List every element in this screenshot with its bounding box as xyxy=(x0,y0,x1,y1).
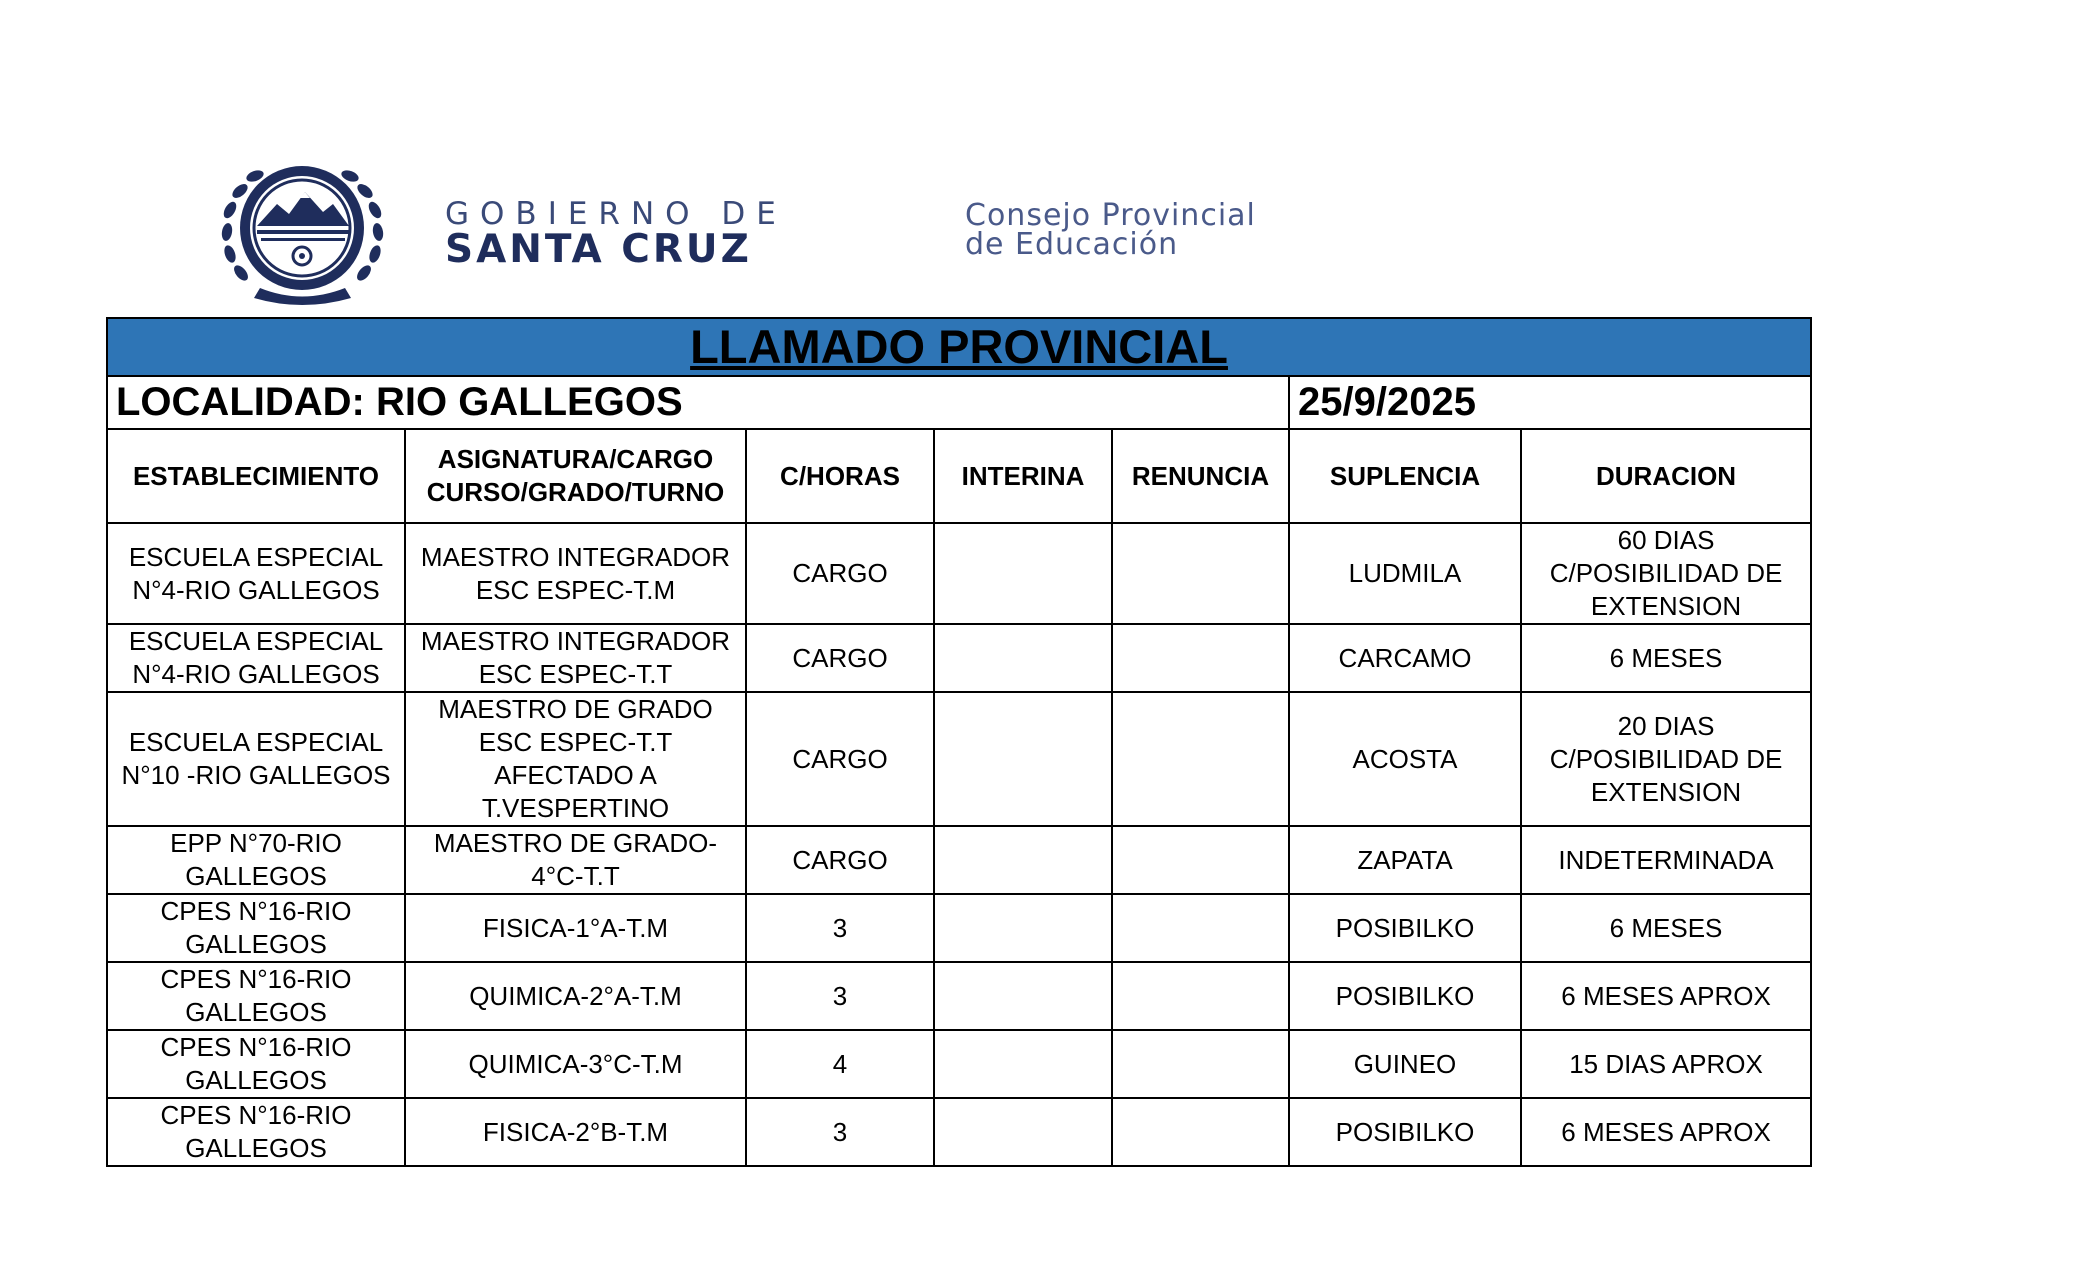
cell-renuncia xyxy=(1112,692,1289,826)
locality-cell: LOCALIDAD: RIO GALLEGOS xyxy=(107,376,1289,429)
cell-asignatura: QUIMICA-3°C-T.M xyxy=(405,1030,746,1098)
council-line-1: Consejo Provincial xyxy=(965,198,1256,233)
cell-duracion: INDETERMINADA xyxy=(1521,826,1811,894)
cell-renuncia xyxy=(1112,1030,1289,1098)
cell-suplencia: POSIBILKO xyxy=(1289,1098,1521,1166)
table-row xyxy=(107,692,1811,826)
table-body xyxy=(107,318,1811,1166)
title-row xyxy=(107,318,1811,376)
cell-suplencia: LUDMILA xyxy=(1289,523,1521,624)
cell-establecimiento: CPES N°16-RIO GALLEGOS xyxy=(107,1098,405,1166)
cell-renuncia xyxy=(1112,962,1289,1030)
cell-suplencia: ZAPATA xyxy=(1289,826,1521,894)
council-logo-text xyxy=(965,198,1256,262)
cell-suplencia: POSIBILKO xyxy=(1289,962,1521,1030)
cell-duracion: 6 MESES xyxy=(1521,894,1811,962)
santa-cruz-seal-icon xyxy=(205,160,400,305)
cell-asignatura: QUIMICA-2°A-T.M xyxy=(405,962,746,1030)
cell-suplencia: ACOSTA xyxy=(1289,692,1521,826)
column-header: SUPLENCIA xyxy=(1289,429,1521,523)
cell-establecimiento: CPES N°16-RIO GALLEGOS xyxy=(107,894,405,962)
header-logo-area xyxy=(205,160,1385,310)
cell-duracion: 6 MESES APROX xyxy=(1521,962,1811,1030)
column-header: DURACION xyxy=(1521,429,1811,523)
table-row xyxy=(107,523,1811,624)
cell-asignatura: MAESTRO DE GRADO-4°C-T.T xyxy=(405,826,746,894)
government-line-1: GOBIERNO DE xyxy=(445,196,787,232)
cell-horas: CARGO xyxy=(746,692,934,826)
cell-interina xyxy=(934,624,1112,692)
cell-duracion: 15 DIAS APROX xyxy=(1521,1030,1811,1098)
cell-renuncia xyxy=(1112,826,1289,894)
cell-renuncia xyxy=(1112,523,1289,624)
cell-horas: 3 xyxy=(746,1098,934,1166)
cell-establecimiento: CPES N°16-RIO GALLEGOS xyxy=(107,962,405,1030)
cell-interina xyxy=(934,523,1112,624)
cell-interina xyxy=(934,1098,1112,1166)
cell-renuncia xyxy=(1112,894,1289,962)
cell-interina xyxy=(934,894,1112,962)
cell-renuncia xyxy=(1112,624,1289,692)
cell-duracion: 6 MESES xyxy=(1521,624,1811,692)
council-line-2: de Educación xyxy=(965,227,1179,262)
cell-establecimiento: ESCUELA ESPECIAL N°4-RIO GALLEGOS xyxy=(107,523,405,624)
table-row xyxy=(107,1098,1811,1166)
table-title-cell xyxy=(107,318,1811,376)
cell-horas: 4 xyxy=(746,1030,934,1098)
government-logo-text xyxy=(445,198,787,270)
cell-horas: CARGO xyxy=(746,826,934,894)
cell-duracion: 6 MESES APROX xyxy=(1521,1098,1811,1166)
date-cell: 25/9/2025 xyxy=(1289,376,1811,429)
government-line-2: SANTA CRUZ xyxy=(445,227,752,272)
cell-duracion: 60 DIAS C/POSIBILIDAD DE EXTENSION xyxy=(1521,523,1811,624)
cell-asignatura: FISICA-1°A-T.M xyxy=(405,894,746,962)
column-header: INTERINA xyxy=(934,429,1112,523)
column-header: RENUNCIA xyxy=(1112,429,1289,523)
cell-establecimiento: CPES N°16-RIO GALLEGOS xyxy=(107,1030,405,1098)
cell-suplencia: POSIBILKO xyxy=(1289,894,1521,962)
cell-interina xyxy=(934,692,1112,826)
cell-duracion: 20 DIAS C/POSIBILIDAD DE EXTENSION xyxy=(1521,692,1811,826)
table-row xyxy=(107,826,1811,894)
table-row xyxy=(107,962,1811,1030)
locality-row xyxy=(107,376,1811,429)
table-row xyxy=(107,624,1811,692)
cell-horas: CARGO xyxy=(746,624,934,692)
column-header: C/HORAS xyxy=(746,429,934,523)
cell-interina xyxy=(934,826,1112,894)
cell-establecimiento: EPP N°70-RIO GALLEGOS xyxy=(107,826,405,894)
call-table xyxy=(106,317,1812,1167)
cell-asignatura: MAESTRO DE GRADO ESC ESPEC-T.T AFECTADO A T.VESPERTINO xyxy=(405,692,746,826)
column-header-row xyxy=(107,429,1811,523)
cell-asignatura: MAESTRO INTEGRADOR ESC ESPEC-T.M xyxy=(405,523,746,624)
cell-renuncia xyxy=(1112,1098,1289,1166)
table-title: LLAMADO PROVINCIAL xyxy=(690,320,1228,373)
table-row xyxy=(107,1030,1811,1098)
cell-establecimiento: ESCUELA ESPECIAL N°4-RIO GALLEGOS xyxy=(107,624,405,692)
cell-suplencia: GUINEO xyxy=(1289,1030,1521,1098)
table-row xyxy=(107,894,1811,962)
cell-suplencia: CARCAMO xyxy=(1289,624,1521,692)
cell-asignatura: FISICA-2°B-T.M xyxy=(405,1098,746,1166)
column-header: ASIGNATURA/CARGO CURSO/GRADO/TURNO xyxy=(405,429,746,523)
cell-horas: CARGO xyxy=(746,523,934,624)
cell-interina xyxy=(934,1030,1112,1098)
cell-establecimiento: ESCUELA ESPECIAL N°10 -RIO GALLEGOS xyxy=(107,692,405,826)
column-header: ESTABLECIMIENTO xyxy=(107,429,405,523)
cell-horas: 3 xyxy=(746,894,934,962)
cell-horas: 3 xyxy=(746,962,934,1030)
cell-asignatura: MAESTRO INTEGRADOR ESC ESPEC-T.T xyxy=(405,624,746,692)
cell-interina xyxy=(934,962,1112,1030)
